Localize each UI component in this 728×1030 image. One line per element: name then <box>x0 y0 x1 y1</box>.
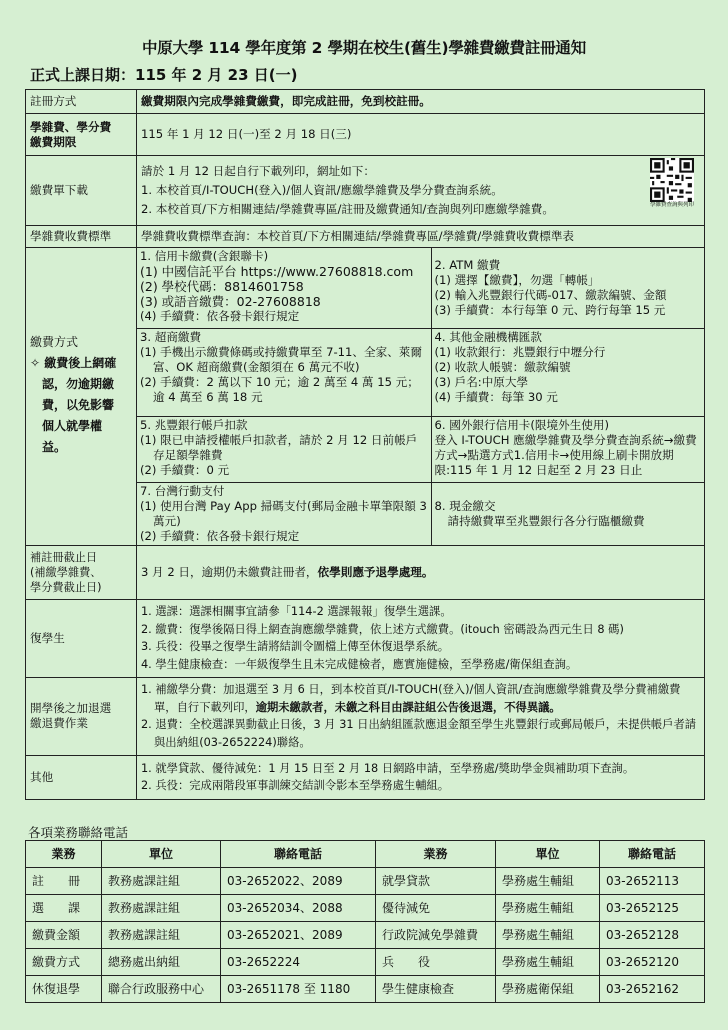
row-adddrop <box>26 677 705 755</box>
download-line-2: 2. 本校首頁/下方相關連結/學雜費專區/註冊及繳費通知/查詢與列印應繳學雜費。 <box>141 202 554 216</box>
payment-label: 繳費方式 <box>30 335 79 350</box>
row-label <box>26 248 137 546</box>
table-row <box>26 868 705 895</box>
payment-note-5: 益。 <box>42 440 67 455</box>
method-atm <box>431 248 705 328</box>
table-cell: 03-2651178 至 1180 <box>221 976 376 1003</box>
deadline-text <box>137 545 705 599</box>
table-cell: 聯合行政服務中心 <box>102 976 221 1003</box>
resume-line: 4. 學生健康檢查：一年級復學生且未完成健檢者，應實施健檢，至學務處/衛保組查詢。 <box>141 657 578 671</box>
class-start-date: 正式上課日期：115 年 2 月 23 日(一) <box>30 66 298 84</box>
page-title: 中原大學 114 學年度第 2 學期在校生(舊生)學雜費繳費註冊通知 <box>141 39 587 57</box>
adddrop-line-1a: 1. 補繳學分費：加退選至 3 月 6 日，到本校首頁/I-TOUCH(登入)/個人資訊/查詢應繳學雜費及學分費補繳費單，自行下載列印， <box>141 683 681 714</box>
table-cell: 03-2652162 <box>600 976 705 1003</box>
qr-caption: 學雜費查詢與列印 <box>649 202 694 208</box>
m3-line: (2) 手續費：2 萬以下 10 元；逾 2 萬至 4 萬 15 元；逾 4 萬至 6 萬 18 元 <box>140 374 419 404</box>
method-foreign-card <box>431 416 705 482</box>
row-label: 註冊方式 <box>26 90 137 114</box>
deadline-label-3: 學分費截止日) <box>30 580 102 594</box>
adddrop-line-1 <box>141 681 700 716</box>
adddrop-cell <box>137 677 705 755</box>
m4-line: (2) 收款人帳號：繳款編號 <box>434 359 571 374</box>
table-cell: 03-2652113 <box>600 868 705 895</box>
row-label: 復學生 <box>26 599 137 677</box>
row-deadline <box>26 545 705 599</box>
row-download <box>26 156 705 226</box>
m1-line: (4) 手續費：依各發卡銀行規定 <box>140 309 300 323</box>
other-line: 1. 就學貸款、優待減免：1 月 15 日至 2 月 18 日網路申請，至學務處/獎助學金與補助項下查詢。 <box>141 761 635 775</box>
table-cell: 教務處課註組 <box>102 922 221 949</box>
table-cell: 註 冊 <box>26 868 102 895</box>
table-cell: 學務處生輔組 <box>496 895 600 922</box>
m4-line: (1) 收款銀行：兆豐銀行中壢分行 <box>434 344 606 359</box>
table-cell: 行政院減免學雜費 <box>376 922 496 949</box>
payment-note-3: 費，以免影響 <box>42 398 115 413</box>
table-row <box>26 895 705 922</box>
m1-line: 1. 信用卡繳費(含銀聯卡) <box>140 249 269 263</box>
adddrop-line-2: 2. 退費：全校選課異動截止日後，3 月 31 日出納組匯款應退金額至學生兆豐銀行或郵局帳戶，未提供帳戶者請與出納組(03-2652224)聯絡。 <box>141 718 697 749</box>
table-cell: 03-2652021、2089 <box>221 922 376 949</box>
method-bank-debit <box>137 416 431 482</box>
period-label-1: 學雜費、學分費 <box>30 119 112 134</box>
m4-line: (4) 手續費：每筆 30 元 <box>434 389 558 404</box>
method-credit-card <box>137 248 431 328</box>
table-cell: 03-2652034、2088 <box>221 895 376 922</box>
table-row <box>26 976 705 1003</box>
header-cell: 聯絡電話 <box>600 841 705 868</box>
table-cell: 03-2652125 <box>600 895 705 922</box>
payment-note-1: ✧ 繳費後上網確 <box>30 356 117 371</box>
m7-line: (2) 手續費：依各發卡銀行規定 <box>140 528 300 543</box>
period-text: 115 年 1 月 12 日(一)至 2 月 18 日(三) <box>137 114 705 156</box>
table-row <box>26 949 705 976</box>
deadline-label-2: (補繳學雜費、 <box>30 565 102 579</box>
table-cell: 學務處生輔組 <box>496 949 600 976</box>
table-cell: 03-2652128 <box>600 922 705 949</box>
adddrop-label-2: 繳退費作業 <box>30 716 88 730</box>
m5-line: 5. 兆豐銀行帳戶扣款 <box>140 417 248 432</box>
row-label <box>26 114 137 156</box>
payment-methods <box>137 248 705 546</box>
m8-line: 8. 現金繳交 <box>434 498 496 513</box>
deadline-text-a: 3 月 2 日，逾期仍未繳費註冊者， <box>141 564 318 579</box>
row-label <box>26 677 137 755</box>
table-cell: 03-2652224 <box>221 949 376 976</box>
table-cell: 03-2652022、2089 <box>221 868 376 895</box>
m6-line: 登入 I-TOUCH 應繳學雜費及學分費查詢系統→繳費方式→點選方式1.信用卡→使用線上刷卡開放期限:115 年 1 月 12 日起至 2 月 23 日止 <box>434 432 697 477</box>
standard-text: 學雜費收費標準查詢：本校首頁/下方相關連結/學雜費專區/學雜費/學雜費收費標準表 <box>137 226 705 248</box>
m1-line: (3) 或語音繳費：02-27608818 <box>140 294 321 309</box>
header-cell: 單位 <box>496 841 600 868</box>
row-period <box>26 114 705 156</box>
method-convenience-store <box>137 328 431 416</box>
row-method <box>26 90 705 114</box>
adddrop-line-1b: 逾期未繳款者，未繳之科目由課註組公告後退選，不得異議。 <box>255 700 561 714</box>
table-cell: 教務處課註組 <box>102 895 221 922</box>
deadline-label-1: 補註冊截止日 <box>30 550 98 564</box>
qr-code[interactable] <box>644 158 700 209</box>
resume-line: 2. 繳費：復學後隔日得上網查詢應繳學雜費，依上述方式繳費。(itouch 密碼設為西元生日 8 碼) <box>141 622 624 636</box>
m5-line: (1) 限已申請授權帳戶扣款者，請於 2 月 12 日前帳戶存足額學雜費 <box>140 432 418 462</box>
deadline-text-b: 依學則應予退學處理。 <box>317 564 434 579</box>
row-resume <box>26 599 705 677</box>
contacts-table <box>25 840 705 1003</box>
m7-line: 7. 台灣行動支付 <box>140 483 225 498</box>
header-cell: 業務 <box>376 841 496 868</box>
m2-line: (2) 輸入兆豐銀行代碼-017、繳款編號、金額 <box>434 287 667 302</box>
row-label: 其他 <box>26 755 137 799</box>
row-other <box>26 755 705 799</box>
table-cell: 就學貸款 <box>376 868 496 895</box>
table-cell: 優待減免 <box>376 895 496 922</box>
header-cell: 聯絡電話 <box>221 841 376 868</box>
table-cell: 繳費金額 <box>26 922 102 949</box>
m4-line: 4. 其他金融機構匯款 <box>434 329 542 344</box>
row-standard <box>26 226 705 248</box>
header-cell: 業務 <box>26 841 102 868</box>
table-cell: 學務處衛保組 <box>496 976 600 1003</box>
m3-line: (1) 手機出示繳費條碼或持繳費單至 7-11、全家、萊爾富、OK 超商繳費(金額須在 6 萬元不收) <box>140 344 422 374</box>
m1-line: (2) 學校代碼：8814601758 <box>140 279 304 294</box>
other-line: 2. 兵役：完成兩階段軍事訓練交結訓令影本至學務處生輔組。 <box>141 779 450 792</box>
download-line-1: 1. 本校首頁/I-TOUCH(登入)/個人資訊/應繳學雜費及學分費查詢系統。 <box>141 183 503 197</box>
m1-line: (1) 中國信託平台 https://www.27608818.com <box>140 264 414 279</box>
table-cell: 兵 役 <box>376 949 496 976</box>
m2-line: (3) 手續費：本行每筆 0 元、跨行每筆 15 元 <box>434 302 666 317</box>
table-cell: 繳費方式 <box>26 949 102 976</box>
table-cell: 休復退學 <box>26 976 102 1003</box>
table-row <box>26 922 705 949</box>
table-cell: 教務處課註組 <box>102 868 221 895</box>
m2-line: 2. ATM 繳費 <box>434 257 501 272</box>
m4-line: (3) 戶名:中原大學 <box>434 374 529 389</box>
method-taiwan-pay <box>137 482 431 545</box>
method-cash <box>431 482 705 545</box>
resume-line: 3. 兵役：役畢之復學生請將結訓令圖檔上傳至休復退學系統。 <box>141 640 450 653</box>
table-cell: 學務處生輔組 <box>496 868 600 895</box>
adddrop-label-1: 開學後之加退選 <box>30 701 112 715</box>
m8-line: 請持繳費單至兆豐銀行各分行臨櫃繳費 <box>447 513 645 528</box>
payment-note-4: 個人就學權 <box>42 419 103 434</box>
qr-code-icon <box>650 158 694 202</box>
other-cell <box>137 755 705 799</box>
m2-line: (1) 選擇【繳費】，勿選「轉帳」 <box>434 272 600 287</box>
m3-line: 3. 超商繳費 <box>140 329 202 344</box>
registration-table <box>25 89 705 800</box>
m5-line: (2) 手續費：0 元 <box>140 462 230 477</box>
resume-line: 1. 選課：選課相關事宜請參「114-2 選課報報」復學生選課。 <box>141 605 452 618</box>
m7-line: (1) 使用台灣 Pay App 掃碼支付(郵局金融卡單筆限額 3 萬元) <box>140 498 427 528</box>
table-cell: 學生健康檢查 <box>376 976 496 1003</box>
row-payment <box>26 248 705 546</box>
payment-note-2: 認，勿逾期繳 <box>42 377 115 392</box>
table-cell: 學務處生輔組 <box>496 922 600 949</box>
period-label-2: 繳費期限 <box>30 134 77 149</box>
m6-line: 6. 國外銀行信用卡(限境外生使用) <box>434 417 610 432</box>
method-bank-transfer <box>431 328 705 416</box>
row-label <box>26 545 137 599</box>
table-cell: 選 課 <box>26 895 102 922</box>
contacts-header-row <box>26 841 705 868</box>
row-label: 學雜費收費標準 <box>26 226 137 248</box>
download-cell <box>137 156 705 226</box>
table-cell: 總務處出納組 <box>102 949 221 976</box>
download-line-0: 請於 1 月 12 日起自行下載列印，網址如下： <box>141 164 375 178</box>
table-cell: 03-2652120 <box>600 949 705 976</box>
header-cell: 單位 <box>102 841 221 868</box>
resume-cell <box>137 599 705 677</box>
contacts-title: 各項業務聯絡電話 <box>28 825 129 840</box>
row-label: 繳費單下載 <box>26 156 137 226</box>
method-text: 繳費期限內完成學雜費繳費，即完成註冊，免到校註冊。 <box>137 90 705 114</box>
